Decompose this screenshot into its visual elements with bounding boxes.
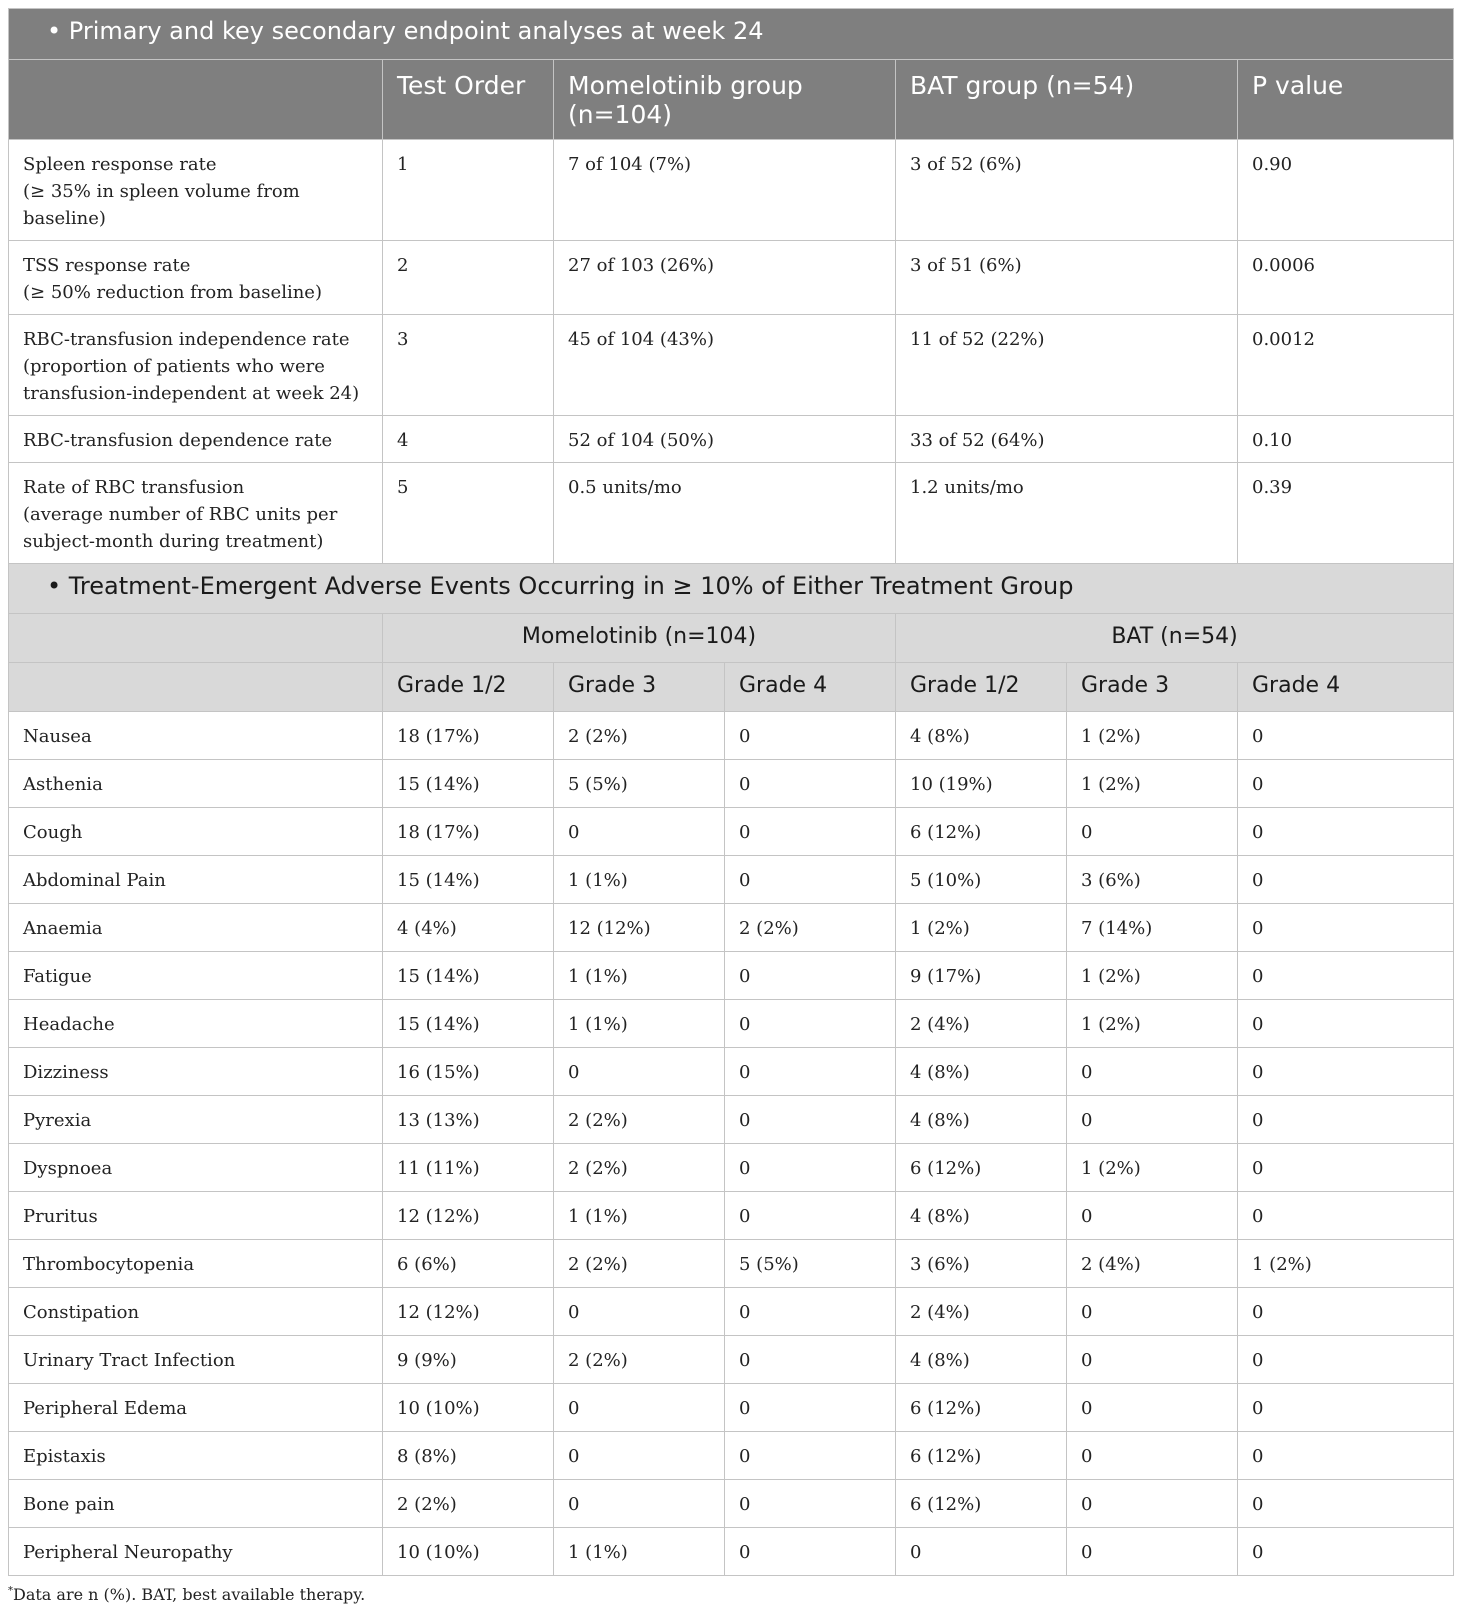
bat-group-header: BAT group (n=54) <box>896 60 1238 140</box>
bat-grade-3-value: 0 <box>1067 1288 1238 1336</box>
test-order-cell: 5 <box>383 463 554 564</box>
bat-grade-3-value: 1 (2%) <box>1067 952 1238 1000</box>
mmb-grade-3-value: 2 (2%) <box>554 1336 725 1384</box>
mmb-grade-4-value: 0 <box>725 1480 896 1528</box>
adverse-event-name: Asthenia <box>9 760 383 808</box>
group-header-row <box>9 614 1454 663</box>
bat-grade-4-value: 0 <box>1238 1144 1454 1192</box>
mmb-grade-1-2-value: 12 (12%) <box>383 1288 554 1336</box>
adverse-event-row <box>9 808 1454 856</box>
endpoint-row <box>9 315 1454 416</box>
test-order-cell: 4 <box>383 416 554 463</box>
mmb-grade-3-value: 1 (1%) <box>554 1528 725 1576</box>
mmb-grade-4-value: 0 <box>725 808 896 856</box>
adverse-event-row <box>9 1144 1454 1192</box>
adverse-event-row <box>9 1096 1454 1144</box>
mmb-grade-1-2-value: 10 (10%) <box>383 1384 554 1432</box>
mmb-grade-3-value: 2 (2%) <box>554 712 725 760</box>
adverse-event-name: Cough <box>9 808 383 856</box>
endpoint-label-line: TSS response rate <box>23 255 191 276</box>
bat-grade-3-value: 0 <box>1067 1480 1238 1528</box>
adverse-event-row <box>9 952 1454 1000</box>
mmb-grade-4-value: 0 <box>725 760 896 808</box>
bat-grade-1-2-value: 4 (8%) <box>896 1192 1067 1240</box>
endpoint-label <box>9 241 383 315</box>
test-order-cell: 1 <box>383 140 554 241</box>
mmb-grade-4-value: 5 (5%) <box>725 1240 896 1288</box>
mmb-grade-1-2-value: 8 (8%) <box>383 1432 554 1480</box>
footnote-mark: * <box>8 1585 13 1597</box>
bat-grade-4-value: 0 <box>1238 1048 1454 1096</box>
adverse-event-row <box>9 1336 1454 1384</box>
mmb-grade-1-2-value: 2 (2%) <box>383 1480 554 1528</box>
adverse-event-name: Pruritus <box>9 1192 383 1240</box>
mmb-grade-1-2-value: 6 (6%) <box>383 1240 554 1288</box>
adverse-events-body <box>9 712 1454 1576</box>
bat-grade-1-2-value: 0 <box>896 1528 1067 1576</box>
bat-grade-1-2-value: 4 (8%) <box>896 1096 1067 1144</box>
bat-grade-4-value: 0 <box>1238 712 1454 760</box>
mmb-grade-4-value: 0 <box>725 1096 896 1144</box>
momelotinib-value: 45 of 104 (43%) <box>554 315 896 416</box>
section-1-title: • Primary and key secondary endpoint analyses at week 24 <box>9 9 1454 60</box>
endpoint-row <box>9 140 1454 241</box>
bat-grade-3-value: 1 (2%) <box>1067 712 1238 760</box>
p-value-header: P value <box>1238 60 1454 140</box>
mmb-grade-3-value: 0 <box>554 1384 725 1432</box>
bat-grade-3-value: 1 (2%) <box>1067 1144 1238 1192</box>
mmb-grade-3-value: 1 (1%) <box>554 952 725 1000</box>
group-header-blank <box>9 614 383 663</box>
adverse-event-name: Abdominal Pain <box>9 856 383 904</box>
mmb-grade-1-2-value: 9 (9%) <box>383 1336 554 1384</box>
mmb-grade-1-2-value: 15 (14%) <box>383 952 554 1000</box>
endpoint-label-line: (≥ 50% reduction from baseline) <box>23 282 322 303</box>
bat-value: 3 of 52 (6%) <box>896 140 1238 241</box>
bat-grade-1-2-value: 6 (12%) <box>896 1384 1067 1432</box>
adverse-event-name: Dyspnoea <box>9 1144 383 1192</box>
adverse-event-row <box>9 1048 1454 1096</box>
bat-value: 11 of 52 (22%) <box>896 315 1238 416</box>
adverse-event-row <box>9 1192 1454 1240</box>
adverse-event-row <box>9 1384 1454 1432</box>
endpoint-label-line: RBC-transfusion independence rate <box>23 329 350 350</box>
momelotinib-value: 0.5 units/mo <box>554 463 896 564</box>
mmb-grade-4-value: 0 <box>725 1048 896 1096</box>
adverse-event-name: Fatigue <box>9 952 383 1000</box>
mmb-grade-1-2-value: 13 (13%) <box>383 1096 554 1144</box>
footnote <box>8 1585 1453 1604</box>
adverse-event-name: Bone pain <box>9 1480 383 1528</box>
endpoint-row <box>9 241 1454 315</box>
mmb-grade-4-value: 0 <box>725 1000 896 1048</box>
bat-grade-3-value: 1 (2%) <box>1067 1000 1238 1048</box>
mmb-grade-1-2-header: Grade 1/2 <box>383 663 554 712</box>
p-value: 0.39 <box>1238 463 1454 564</box>
endpoint-label-line: subject-month during treatment) <box>23 531 324 552</box>
mmb-grade-4-value: 0 <box>725 1144 896 1192</box>
combined-results-table <box>8 8 1454 1576</box>
test-order-cell: 3 <box>383 315 554 416</box>
adverse-event-row <box>9 1432 1454 1480</box>
momelotinib-value: 7 of 104 (7%) <box>554 140 896 241</box>
adverse-event-name: Urinary Tract Infection <box>9 1336 383 1384</box>
bat-grade-3-value: 0 <box>1067 1192 1238 1240</box>
momelotinib-value: 27 of 103 (26%) <box>554 241 896 315</box>
bat-grade-3-value: 0 <box>1067 1048 1238 1096</box>
mmb-grade-3-value: 2 (2%) <box>554 1240 725 1288</box>
endpoint-row <box>9 416 1454 463</box>
p-value: 0.0012 <box>1238 315 1454 416</box>
adverse-event-row <box>9 1528 1454 1576</box>
adverse-event-name: Peripheral Edema <box>9 1384 383 1432</box>
mmb-grade-4-value: 0 <box>725 952 896 1000</box>
endpoint-label-line: (proportion of patients who were <box>23 356 325 377</box>
endpoint-label-line: Spleen response rate <box>23 154 217 175</box>
bat-grade-4-value: 0 <box>1238 1336 1454 1384</box>
bat-grade-1-2-value: 6 (12%) <box>896 1480 1067 1528</box>
adverse-event-row <box>9 1240 1454 1288</box>
mmb-grade-4-value: 0 <box>725 1336 896 1384</box>
adverse-event-name: Dizziness <box>9 1048 383 1096</box>
endpoints-header-row <box>9 60 1454 140</box>
adverse-event-row <box>9 712 1454 760</box>
bat-grade-4-value: 0 <box>1238 1528 1454 1576</box>
p-value: 0.0006 <box>1238 241 1454 315</box>
endpoint-label <box>9 463 383 564</box>
mmb-grade-1-2-value: 15 (14%) <box>383 760 554 808</box>
grade-header-blank <box>9 663 383 712</box>
adverse-event-name: Anaemia <box>9 904 383 952</box>
bat-grade-3-value: 0 <box>1067 1384 1238 1432</box>
mmb-grade-1-2-value: 15 (14%) <box>383 856 554 904</box>
bat-grade-3-value: 0 <box>1067 808 1238 856</box>
endpoints-adverse-events-table-page <box>8 8 1453 1604</box>
bat-grade-1-2-value: 2 (4%) <box>896 1000 1067 1048</box>
momelotinib-header: Momelotinib (n=104) <box>383 614 896 663</box>
mmb-grade-4-value: 0 <box>725 1528 896 1576</box>
bat-grade-1-2-value: 6 (12%) <box>896 1144 1067 1192</box>
bat-value: 3 of 51 (6%) <box>896 241 1238 315</box>
endpoint-label-line: RBC-transfusion dependence rate <box>23 430 333 451</box>
section-2-title: • Treatment-Emergent Adverse Events Occurring in ≥ 10% of Either Treatment Group <box>9 564 1454 614</box>
mmb-grade-1-2-value: 12 (12%) <box>383 1192 554 1240</box>
mmb-grade-4-value: 0 <box>725 856 896 904</box>
mmb-grade-3-value: 2 (2%) <box>554 1096 725 1144</box>
endpoint-label-line: (average number of RBC units per <box>23 504 338 525</box>
test-order-cell: 2 <box>383 241 554 315</box>
mmb-grade-4-value: 0 <box>725 1384 896 1432</box>
adverse-event-name: Pyrexia <box>9 1096 383 1144</box>
adverse-event-name: Headache <box>9 1000 383 1048</box>
mmb-grade-4-header: Grade 4 <box>725 663 896 712</box>
mmb-grade-3-value: 0 <box>554 1288 725 1336</box>
mmb-grade-3-value: 12 (12%) <box>554 904 725 952</box>
mmb-grade-1-2-value: 15 (14%) <box>383 1000 554 1048</box>
adverse-event-name: Constipation <box>9 1288 383 1336</box>
bat-grade-1-2-value: 4 (8%) <box>896 1048 1067 1096</box>
bat-grade-4-value: 1 (2%) <box>1238 1240 1454 1288</box>
endpoint-label <box>9 315 383 416</box>
bat-grade-4-value: 0 <box>1238 1480 1454 1528</box>
endpoint-row <box>9 463 1454 564</box>
bat-grade-4-value: 0 <box>1238 856 1454 904</box>
bat-grade-3-value: 0 <box>1067 1528 1238 1576</box>
bat-grade-1-2-value: 6 (12%) <box>896 808 1067 856</box>
bat-grade-1-2-value: 9 (17%) <box>896 952 1067 1000</box>
mmb-grade-1-2-value: 10 (10%) <box>383 1528 554 1576</box>
bat-header: BAT (n=54) <box>896 614 1454 663</box>
bat-value: 33 of 52 (64%) <box>896 416 1238 463</box>
adverse-event-name: Nausea <box>9 712 383 760</box>
momelotinib-group-header: Momelotinib group (n=104) <box>554 60 896 140</box>
bat-grade-3-value: 0 <box>1067 1096 1238 1144</box>
bat-grade-3-value: 0 <box>1067 1336 1238 1384</box>
endpoint-label-line: Rate of RBC transfusion <box>23 477 245 498</box>
mmb-grade-1-2-value: 16 (15%) <box>383 1048 554 1096</box>
adverse-event-name: Thrombocytopenia <box>9 1240 383 1288</box>
bat-grade-3-header: Grade 3 <box>1067 663 1238 712</box>
bat-grade-4-value: 0 <box>1238 1288 1454 1336</box>
endpoints-body <box>9 140 1454 564</box>
adverse-event-name: Peripheral Neuropathy <box>9 1528 383 1576</box>
mmb-grade-1-2-value: 11 (11%) <box>383 1144 554 1192</box>
bat-grade-3-value: 1 (2%) <box>1067 760 1238 808</box>
mmb-grade-3-value: 0 <box>554 1048 725 1096</box>
mmb-grade-3-value: 0 <box>554 1480 725 1528</box>
bat-grade-4-value: 0 <box>1238 1384 1454 1432</box>
footnote-text: Data are n (%). BAT, best available therapy. <box>13 1585 366 1604</box>
bat-grade-4-value: 0 <box>1238 904 1454 952</box>
bat-grade-1-2-value: 6 (12%) <box>896 1432 1067 1480</box>
bat-grade-3-value: 0 <box>1067 1432 1238 1480</box>
adverse-event-row <box>9 1000 1454 1048</box>
adverse-event-row <box>9 856 1454 904</box>
bat-grade-3-value: 2 (4%) <box>1067 1240 1238 1288</box>
mmb-grade-4-value: 0 <box>725 1432 896 1480</box>
mmb-grade-3-value: 1 (1%) <box>554 1000 725 1048</box>
bat-grade-3-value: 3 (6%) <box>1067 856 1238 904</box>
bat-grade-3-value: 7 (14%) <box>1067 904 1238 952</box>
adverse-event-row <box>9 1480 1454 1528</box>
bat-grade-4-value: 0 <box>1238 1432 1454 1480</box>
mmb-grade-1-2-value: 18 (17%) <box>383 712 554 760</box>
section-2-heading <box>9 564 1454 712</box>
grade-header-row <box>9 663 1454 712</box>
mmb-grade-4-value: 0 <box>725 1288 896 1336</box>
endpoint-label-line: (≥ 35% in spleen volume from baseline) <box>23 181 300 229</box>
mmb-grade-3-header: Grade 3 <box>554 663 725 712</box>
bat-grade-1-2-value: 4 (8%) <box>896 712 1067 760</box>
endpoint-label <box>9 416 383 463</box>
bat-grade-4-value: 0 <box>1238 1096 1454 1144</box>
mmb-grade-3-value: 0 <box>554 1432 725 1480</box>
bat-value: 1.2 units/mo <box>896 463 1238 564</box>
mmb-grade-3-value: 1 (1%) <box>554 1192 725 1240</box>
adverse-event-row <box>9 760 1454 808</box>
bat-grade-1-2-value: 2 (4%) <box>896 1288 1067 1336</box>
mmb-grade-3-value: 1 (1%) <box>554 856 725 904</box>
mmb-grade-4-value: 2 (2%) <box>725 904 896 952</box>
test-order-header: Test Order <box>383 60 554 140</box>
bat-grade-1-2-header: Grade 1/2 <box>896 663 1067 712</box>
mmb-grade-4-value: 0 <box>725 712 896 760</box>
bat-grade-4-value: 0 <box>1238 808 1454 856</box>
bat-grade-1-2-value: 5 (10%) <box>896 856 1067 904</box>
bat-grade-1-2-value: 3 (6%) <box>896 1240 1067 1288</box>
p-value: 0.10 <box>1238 416 1454 463</box>
bat-grade-4-value: 0 <box>1238 760 1454 808</box>
mmb-grade-4-value: 0 <box>725 1192 896 1240</box>
bat-grade-4-header: Grade 4 <box>1238 663 1454 712</box>
bat-grade-1-2-value: 4 (8%) <box>896 1336 1067 1384</box>
p-value: 0.90 <box>1238 140 1454 241</box>
bat-grade-1-2-value: 1 (2%) <box>896 904 1067 952</box>
adverse-event-name: Epistaxis <box>9 1432 383 1480</box>
endpoints-header-blank <box>9 60 383 140</box>
bat-grade-4-value: 0 <box>1238 952 1454 1000</box>
mmb-grade-3-value: 2 (2%) <box>554 1144 725 1192</box>
adverse-event-row <box>9 1288 1454 1336</box>
bat-grade-4-value: 0 <box>1238 1192 1454 1240</box>
bat-grade-4-value: 0 <box>1238 1000 1454 1048</box>
endpoint-label-line: transfusion-independent at week 24) <box>23 383 360 404</box>
mmb-grade-1-2-value: 4 (4%) <box>383 904 554 952</box>
mmb-grade-3-value: 0 <box>554 808 725 856</box>
section-1-heading <box>9 9 1454 140</box>
bat-grade-1-2-value: 10 (19%) <box>896 760 1067 808</box>
momelotinib-value: 52 of 104 (50%) <box>554 416 896 463</box>
mmb-grade-1-2-value: 18 (17%) <box>383 808 554 856</box>
adverse-event-row <box>9 904 1454 952</box>
endpoint-label <box>9 140 383 241</box>
mmb-grade-3-value: 5 (5%) <box>554 760 725 808</box>
